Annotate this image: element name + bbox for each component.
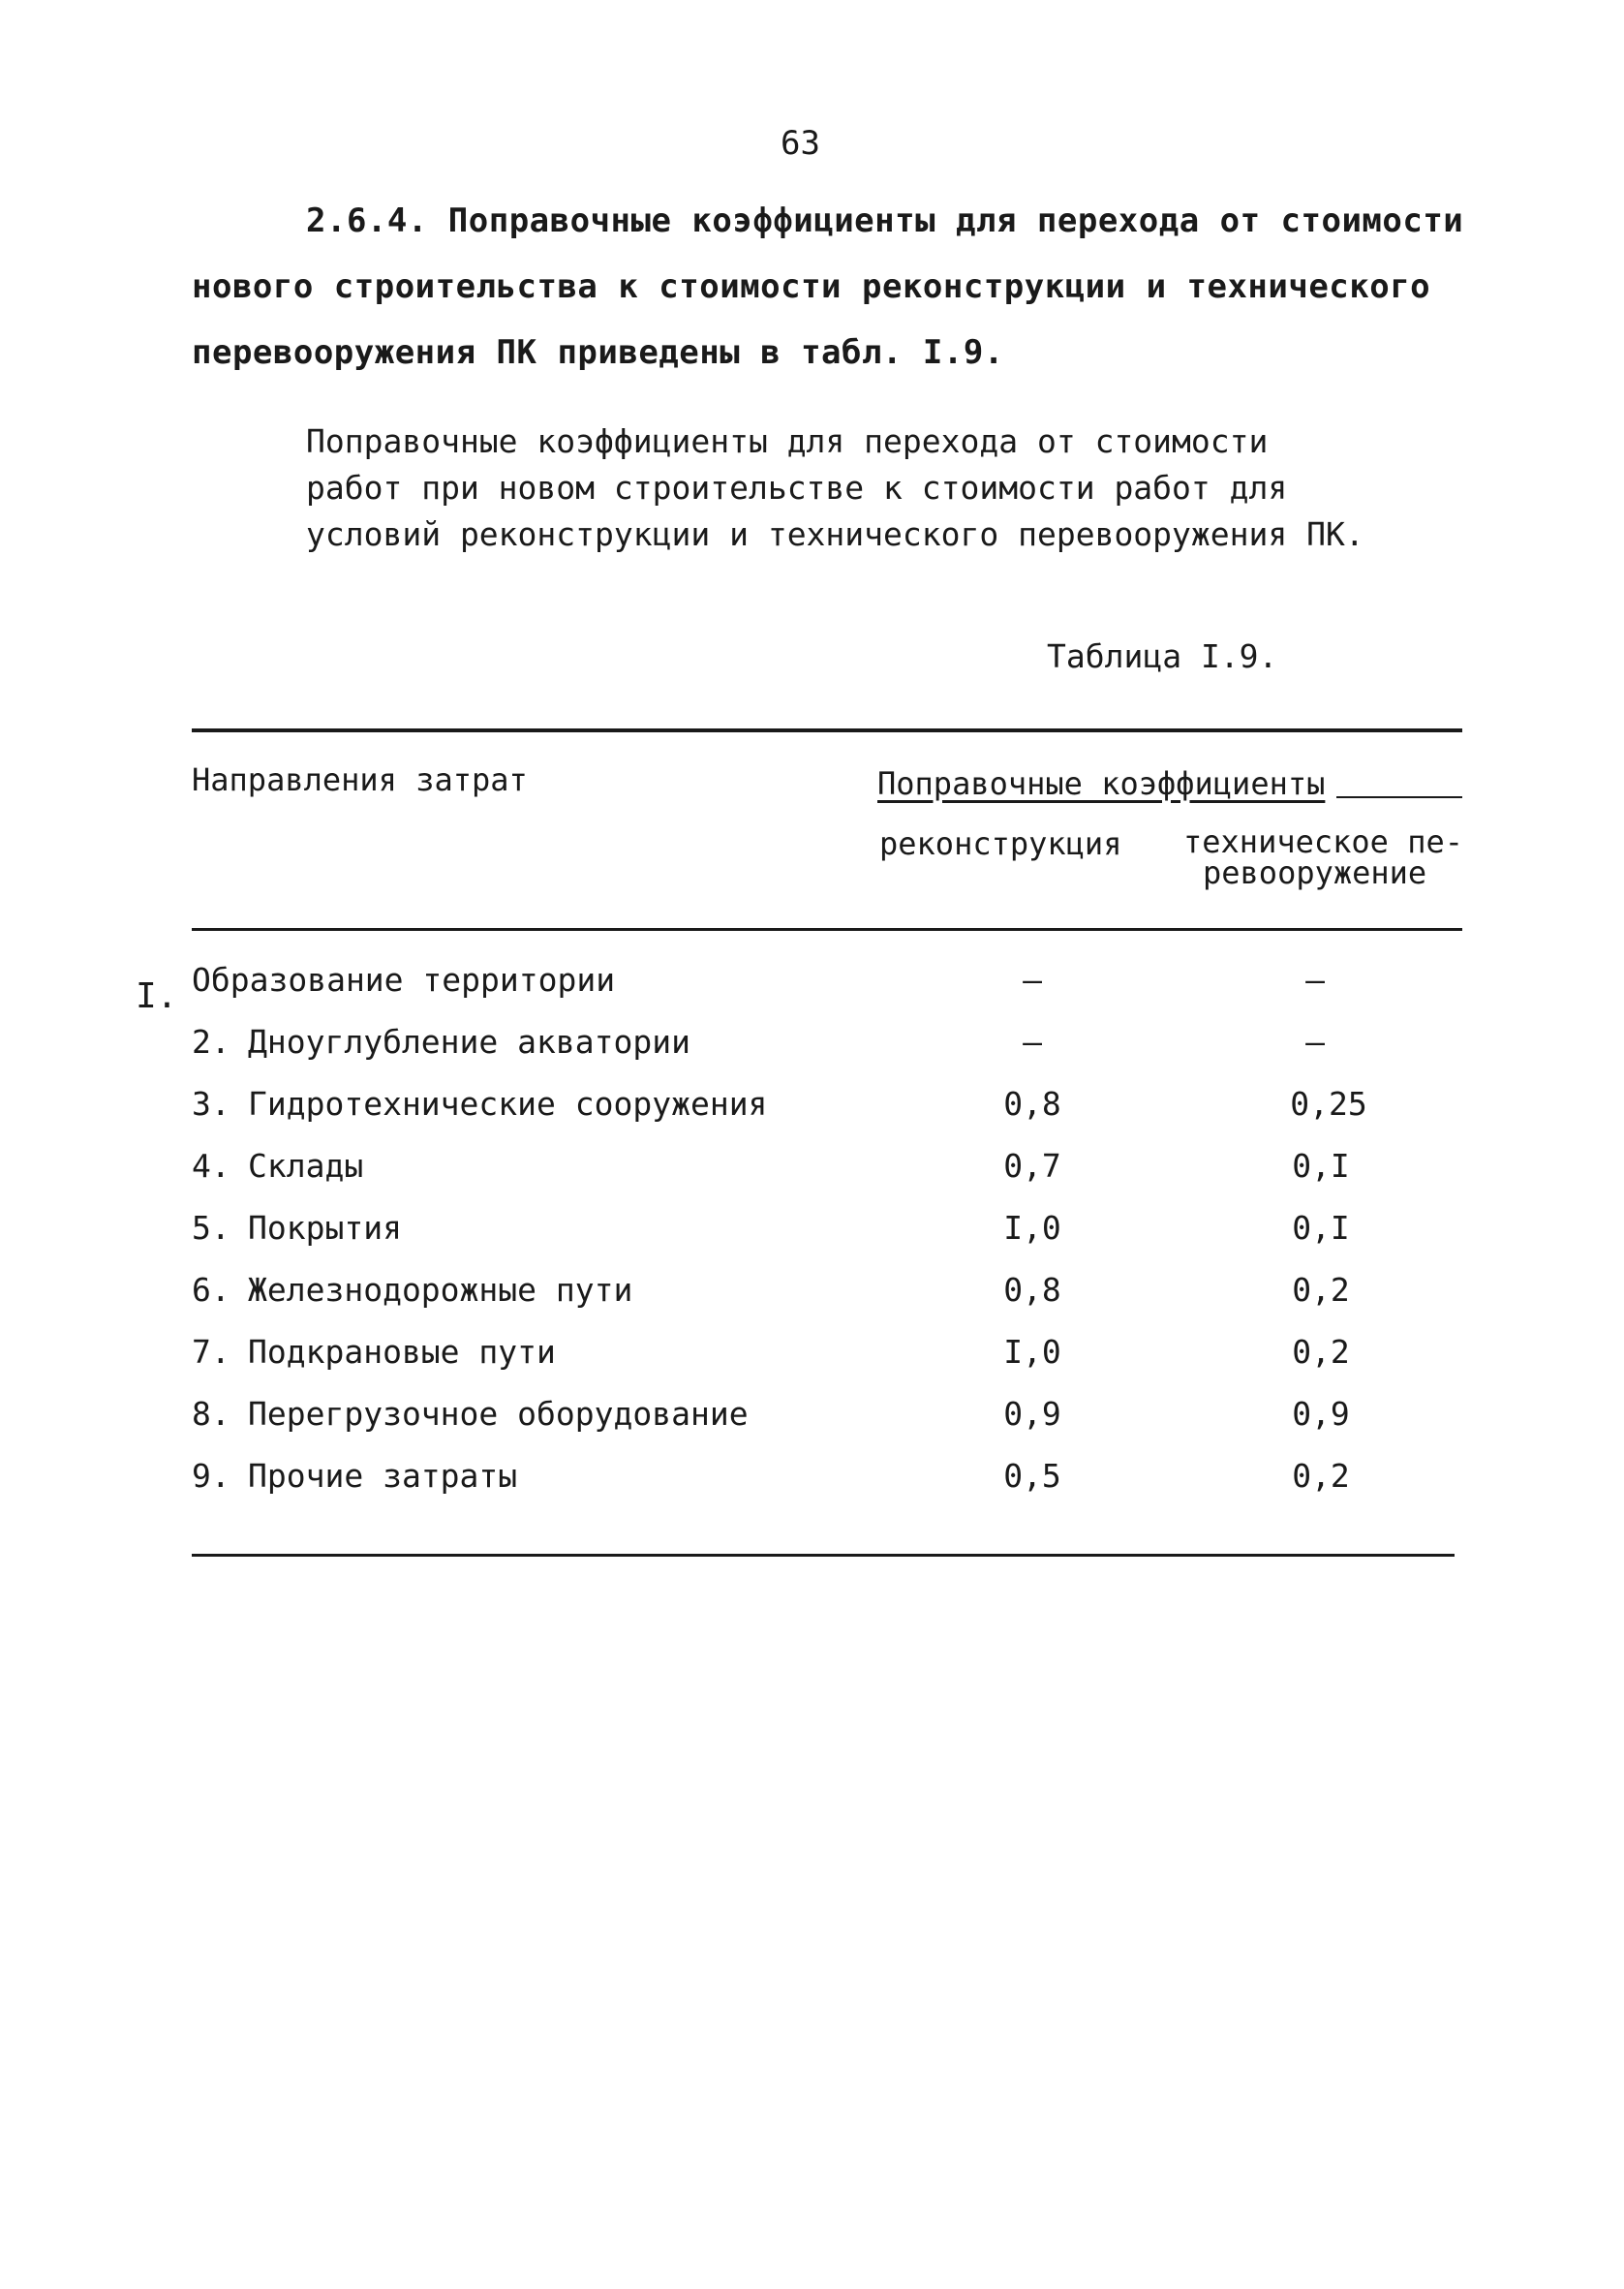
row-label: Образование территории [192,961,616,999]
paragraph-line-1: 2.6.4. Поправочные коэффициенты для перехода от стоимости [306,201,1464,240]
row-reconstruction-value: I,0 [1003,1333,1061,1371]
header-reconstruction: реконструкция [879,825,1122,862]
table-top-rule [192,728,1462,732]
row-number: 4. [192,1147,230,1185]
row-reconstruction-value: – [1023,961,1042,999]
row-number: 8. [192,1395,230,1433]
row-reconstruction-value: 0,9 [1003,1395,1061,1433]
row-reconstruction-value: 0,5 [1003,1457,1061,1495]
row-label: Склады [248,1147,364,1185]
row-number: 6. [192,1271,230,1309]
header-reequipment-line-2: ревооружение [1203,854,1427,891]
row-reconstruction-value: I,0 [1003,1209,1061,1247]
row-reequipment-value: 0,I [1292,1147,1350,1185]
row-reequipment-value: 0,25 [1290,1085,1367,1123]
row-reequipment-value: 0,I [1292,1209,1350,1247]
row-reconstruction-value: 0,7 [1003,1147,1061,1185]
row-number: 2. [192,1023,230,1061]
row-reequipment-value: – [1305,961,1325,999]
header-coefficients-rule [1336,796,1462,798]
row-number: 9. [192,1457,230,1495]
row-label: Прочие затраты [248,1457,518,1495]
page-number: 63 [781,124,820,163]
caption-line-3: условий реконструкции и технического перевооружения ПК. [306,515,1364,553]
row-number: 7. [192,1333,230,1371]
row-label: Перегрузочное оборудование [248,1395,749,1433]
header-reequipment-line-1: техническое пе- [1183,823,1463,860]
row-number: 5. [192,1209,230,1247]
row-reconstruction-value: – [1023,1023,1042,1061]
row-label: Подкрановые пути [248,1333,556,1371]
table-label: Таблица I.9. [1047,637,1278,675]
row-label: Покрытия [248,1209,402,1247]
row-label: Дноуглубление акватории [248,1023,690,1061]
row-number: 3. [192,1085,230,1123]
paragraph-line-3: перевооружения ПК приведены в табл. I.9. [192,333,1004,372]
header-coefficients: Поправочные коэффициенты [877,765,1326,802]
row-number: I. [136,976,178,1016]
header-directions: Направления затрат [192,761,528,798]
row-reequipment-value: 0,2 [1292,1333,1350,1371]
row-reconstruction-value: 0,8 [1003,1271,1061,1309]
row-reequipment-value: 0,2 [1292,1271,1350,1309]
row-reequipment-value: – [1305,1023,1325,1061]
caption-line-1: Поправочные коэффициенты для перехода от стоимости [306,422,1269,460]
row-label: Гидротехнические сооружения [248,1085,768,1123]
caption-line-2: работ при новом строительстве к стоимости работ для [306,469,1288,507]
table-bottom-rule [192,1554,1455,1557]
row-label: Железнодорожные пути [248,1271,633,1309]
paragraph-line-2: нового строительства к стоимости реконструкции и технического [192,267,1431,306]
table-header-rule [192,928,1462,931]
row-reconstruction-value: 0,8 [1003,1085,1061,1123]
row-reequipment-value: 0,9 [1292,1395,1350,1433]
row-reequipment-value: 0,2 [1292,1457,1350,1495]
